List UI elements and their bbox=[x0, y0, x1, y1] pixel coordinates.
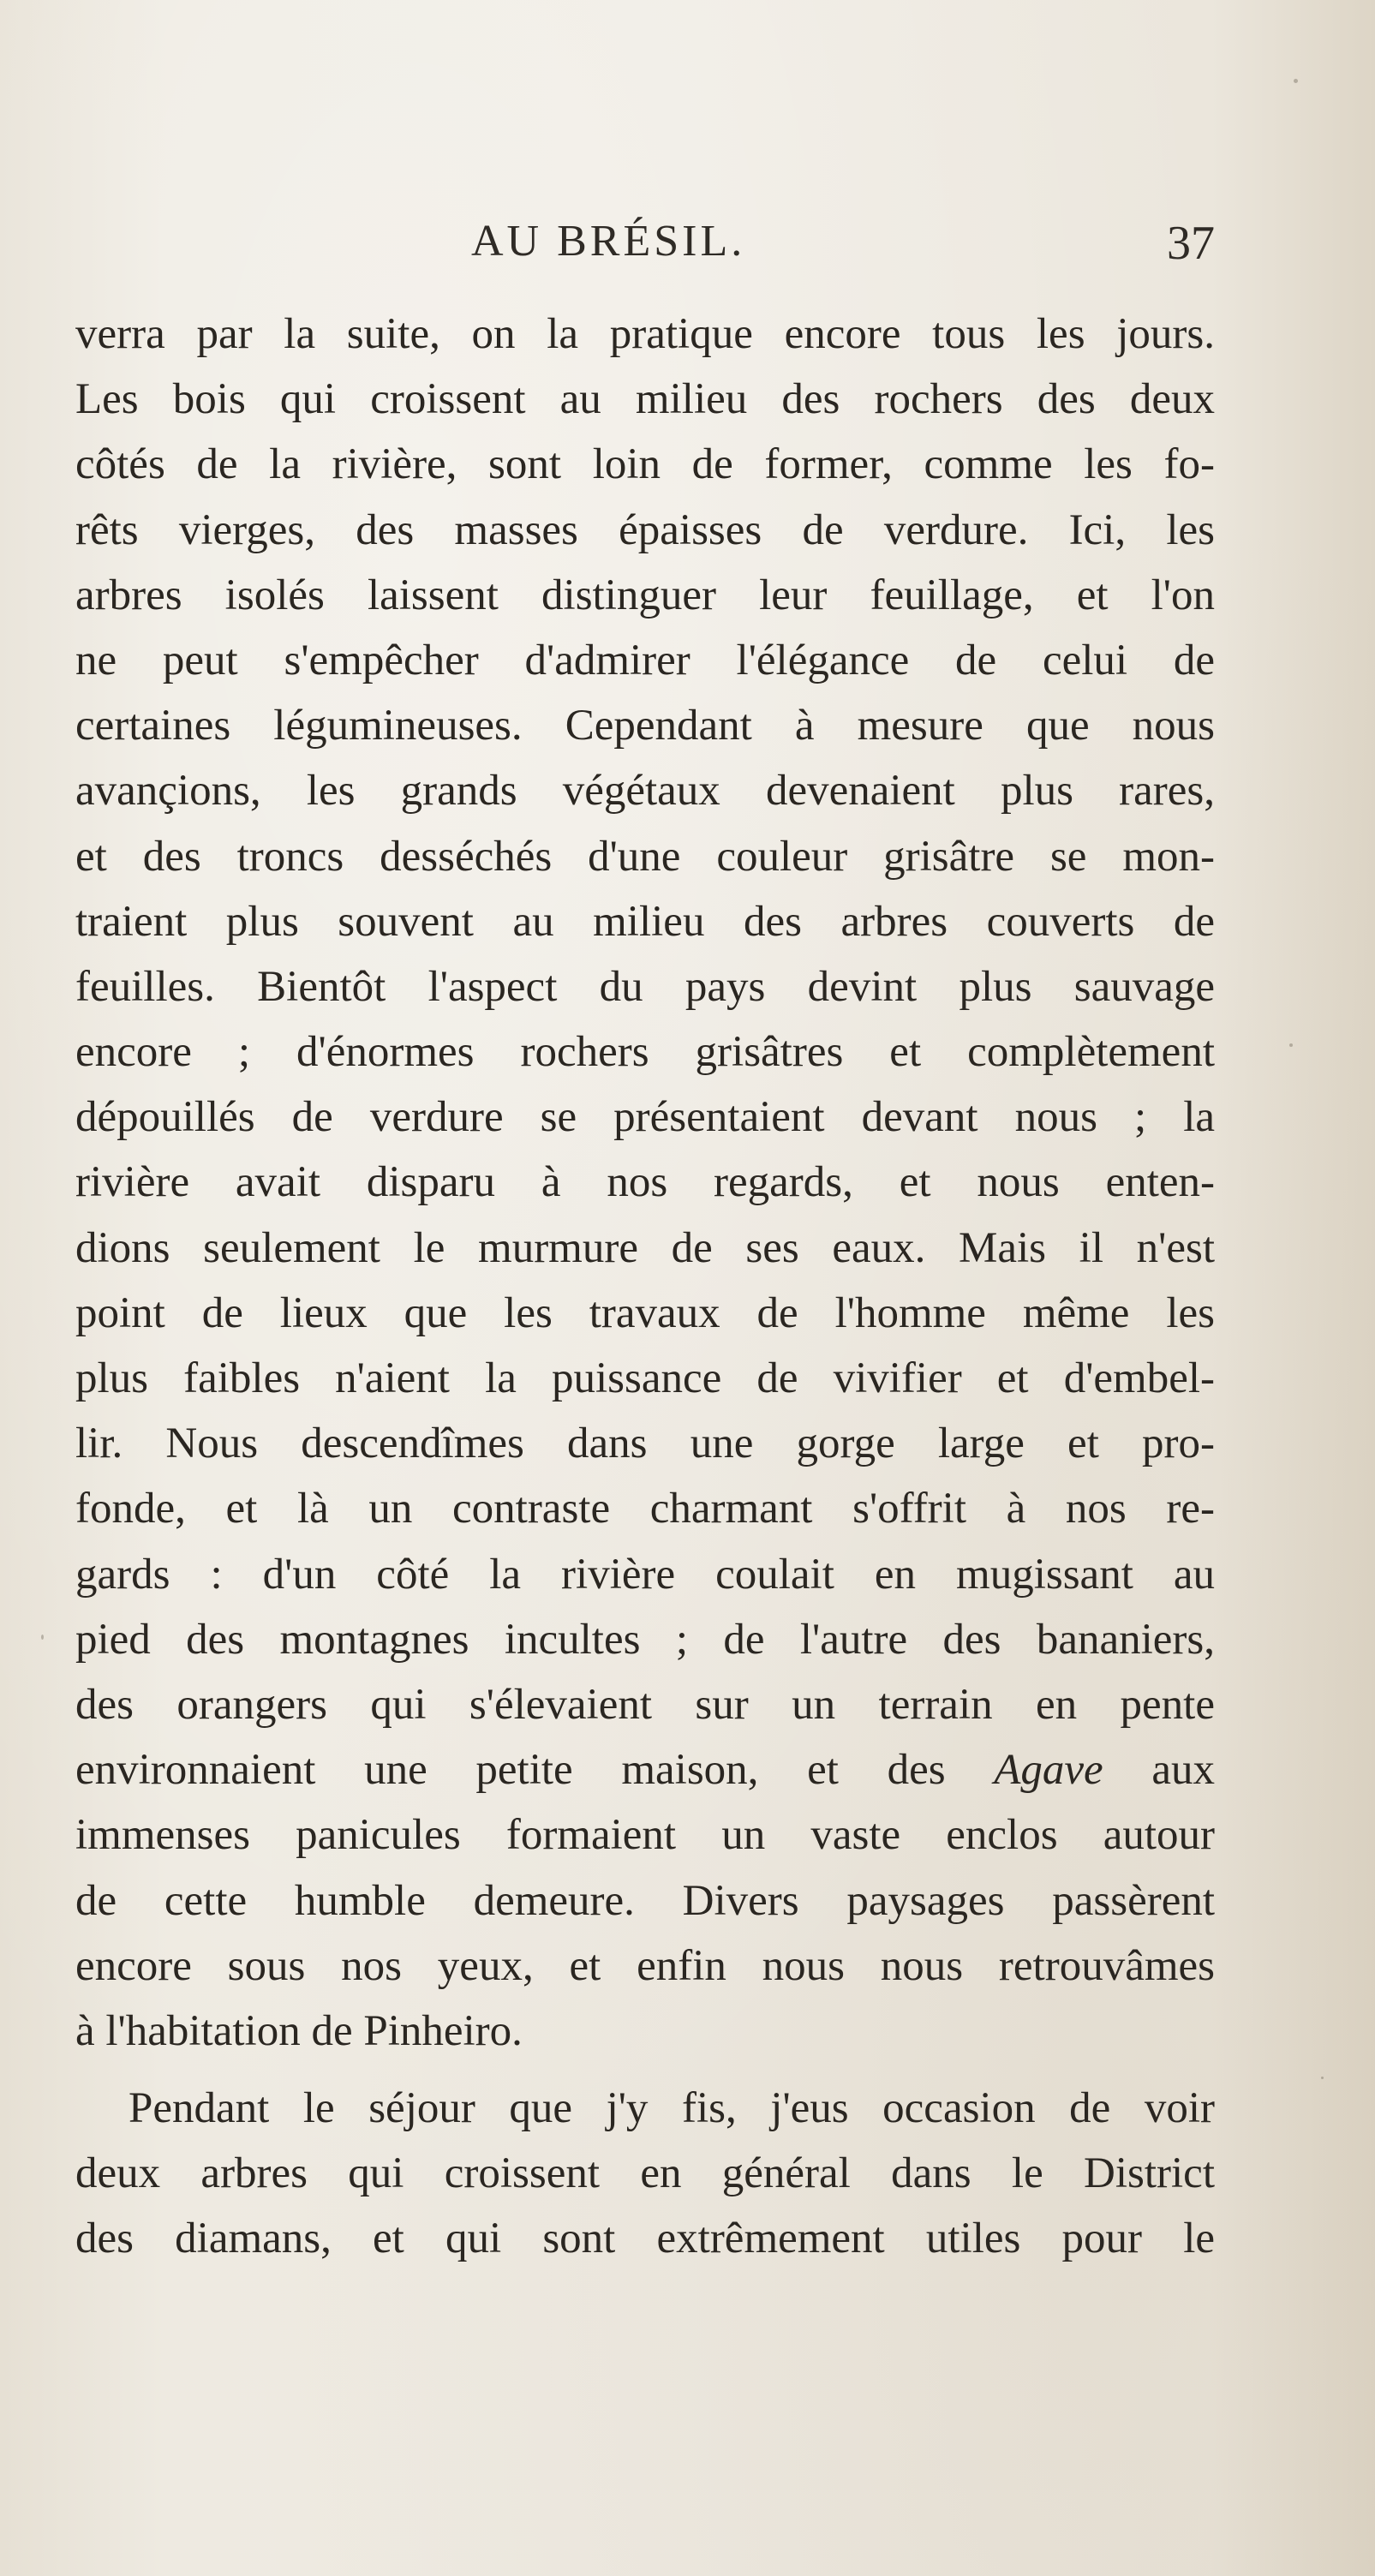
text-line: Les bois qui croissent au milieu des rochers des deux bbox=[75, 375, 1215, 424]
text-line: gards : d'un côté la rivière coulait en mugissant au bbox=[75, 1550, 1215, 1599]
paper-speck bbox=[1294, 79, 1298, 83]
text-line: encore ; d'énormes rochers grisâtres et complètement bbox=[75, 1028, 1215, 1077]
text-line: rivière avait disparu à nos regards, et nous enten- bbox=[75, 1158, 1215, 1207]
text-line: fonde, et là un contraste charmant s'offrit à nos re- bbox=[75, 1485, 1215, 1533]
text-line: plus faibles n'aient la puissance de vivifier et d'embel- bbox=[75, 1354, 1215, 1402]
italic-word-agave: Agave bbox=[994, 1746, 1103, 1795]
text-line: encore sous nos yeux, et enfin nous nous retrouvâmes bbox=[75, 1941, 1215, 1990]
paper-speck bbox=[41, 1635, 44, 1640]
text-line: côtés de la rivière, sont loin de former, comme les fo- bbox=[75, 440, 1215, 489]
text-line: certaines légumineuses. Cependant à mesure que nous bbox=[75, 702, 1215, 750]
page-number: 37 bbox=[1167, 217, 1215, 270]
text-line: verra par la suite, on la pratique encore tous les jours. bbox=[75, 310, 1215, 358]
paragraph-start-line: Pendant le séjour que j'y fis, j'eus occasion de voir bbox=[129, 2084, 1215, 2133]
body-text bbox=[75, 302, 1215, 2272]
paper-speck bbox=[1321, 2077, 1324, 2079]
text-line: traient plus souvent au milieu des arbres couverts de bbox=[75, 897, 1215, 946]
text-line: point de lieux que les travaux de l'homme même les bbox=[75, 1288, 1215, 1337]
text-line: feuilles. Bientôt l'aspect du pays devint plus sauvage bbox=[75, 962, 1215, 1011]
paragraph-end-line: à l'habitation de Pinheiro. bbox=[75, 2006, 523, 2055]
paper-speck bbox=[1289, 1043, 1293, 1047]
text-line: et des troncs desséchés d'une couleur grisâtre se mon- bbox=[75, 832, 1215, 881]
text-line: immenses panicules formaient un vaste enclos autour bbox=[75, 1811, 1215, 1860]
line-segment: environnaient une petite maison, et des bbox=[75, 1746, 946, 1795]
running-title: AU BRÉSIL. bbox=[471, 217, 746, 266]
text-line: rêts vierges, des masses épaisses de verdure. Ici, les bbox=[75, 505, 1215, 554]
text-line: avançions, les grands végétaux devenaient plus rares, bbox=[75, 767, 1215, 816]
text-line: dépouillés de verdure se présentaient devant nous ; la bbox=[75, 1093, 1215, 1142]
text-line: de cette humble demeure. Divers paysages passèrent bbox=[75, 1876, 1215, 1925]
line-segment: aux bbox=[1151, 1746, 1215, 1795]
text-line: arbres isolés laissent distinguer leur feuillage, et l'on bbox=[75, 571, 1215, 619]
text-line: des orangers qui s'élevaient sur un terrain en pente bbox=[75, 1680, 1215, 1729]
text-line: deux arbres qui croissent en général dans le District bbox=[75, 2149, 1215, 2198]
text-line: pied des montagnes incultes ; de l'autre des bananiers, bbox=[75, 1615, 1215, 1664]
text-line: dions seulement le murmure de ses eaux. Mais il n'est bbox=[75, 1223, 1215, 1272]
text-line: ne peut s'empêcher d'admirer l'élégance de celui de bbox=[75, 636, 1215, 684]
text-line: des diamans, et qui sont extrêmement utiles pour le bbox=[75, 2214, 1215, 2263]
page-header bbox=[75, 216, 1215, 284]
text-line: lir. Nous descendîmes dans une gorge large et pro- bbox=[75, 1419, 1215, 1468]
text-line-agave bbox=[75, 1737, 1215, 1802]
